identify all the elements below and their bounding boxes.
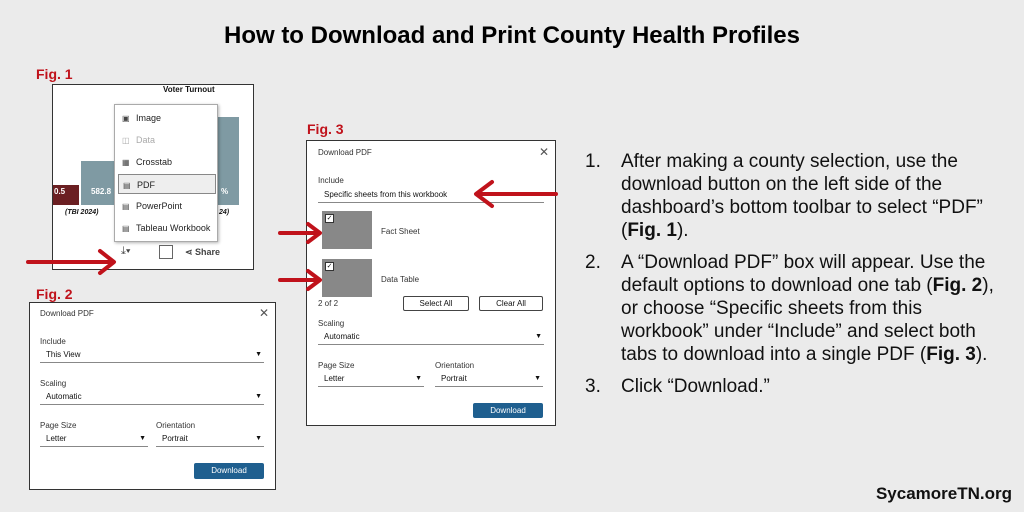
fig-ref: Fig. 3: [926, 344, 976, 365]
chart-title: Voter Turnout: [163, 85, 215, 94]
checkbox-data-table[interactable]: ✓: [326, 263, 333, 270]
menu-item-label: PowerPoint: [136, 201, 183, 211]
orientation-value: Portrait: [441, 374, 467, 383]
image-icon: ▣: [122, 114, 130, 123]
include-label: Include: [318, 176, 344, 185]
menu-item-label: Image: [136, 113, 162, 123]
dialog-title: Download PDF: [40, 309, 94, 318]
download-toolbar-button[interactable]: ⤓▾: [121, 245, 131, 257]
instruction-2: [585, 251, 995, 366]
fullscreen-icon[interactable]: [159, 245, 173, 259]
menu-item-tableau-workbook[interactable]: [118, 218, 216, 238]
page-size-select[interactable]: [318, 373, 424, 387]
workbook-icon: ▤: [122, 224, 130, 233]
scaling-label: Scaling: [40, 379, 67, 388]
sheet-name-fact-sheet: Fact Sheet: [381, 227, 420, 236]
caption-1: (TBI 2024): [65, 209, 99, 216]
include-select[interactable]: [40, 349, 264, 363]
close-icon[interactable]: ✕: [538, 145, 549, 159]
page-size-label: Page Size: [318, 361, 355, 370]
step-text: Click “Download.”: [621, 376, 770, 397]
data-icon: ◫: [122, 136, 130, 145]
instruction-3: [585, 375, 995, 398]
share-label: Share: [195, 247, 221, 257]
select-all-button[interactable]: Select All: [403, 296, 469, 311]
bar-value-3: %: [221, 187, 229, 196]
download-button[interactable]: Download: [194, 463, 264, 479]
pdf-icon: ▤: [123, 181, 131, 190]
caption-2: 24): [219, 209, 230, 216]
orientation-select[interactable]: [435, 373, 543, 387]
scaling-select[interactable]: [318, 331, 544, 345]
instructions: [585, 150, 995, 407]
chevron-down-icon: ▼: [415, 375, 422, 382]
menu-item-label: Tableau Workbook: [136, 223, 211, 233]
fig2-label: Fig. 2: [36, 286, 73, 302]
scaling-label: Scaling: [318, 319, 345, 328]
step-number: 2.: [585, 252, 601, 273]
menu-item-image[interactable]: [118, 108, 216, 128]
step-text: ).: [676, 220, 689, 241]
share-icon: ⋖: [185, 247, 196, 257]
orientation-label: Orientation: [156, 421, 196, 430]
include-select[interactable]: [318, 189, 544, 203]
scaling-value: Automatic: [324, 332, 360, 341]
bar-value-1: 0.5: [54, 187, 66, 196]
menu-item-crosstab[interactable]: [118, 152, 216, 172]
powerpoint-icon: ▤: [122, 202, 130, 211]
step-number: 3.: [585, 376, 601, 397]
scaling-value: Automatic: [46, 392, 82, 401]
dialog-title: Download PDF: [318, 148, 372, 157]
orientation-select[interactable]: [156, 433, 264, 447]
fig1-label: Fig. 1: [36, 66, 73, 82]
instruction-1: [585, 150, 995, 242]
page-size-label: Page Size: [40, 421, 77, 430]
include-value: Specific sheets from this workbook: [324, 190, 448, 199]
page-title: How to Download and Print County Health Profiles: [223, 22, 800, 49]
close-icon[interactable]: ✕: [258, 306, 269, 320]
clear-all-button[interactable]: Clear All: [479, 296, 543, 311]
page-size-value: Letter: [324, 374, 345, 383]
bar-value-2: 582.8: [91, 187, 112, 196]
share-button[interactable]: [185, 247, 220, 258]
fig3-dialog: [306, 140, 556, 426]
step-text: ), or choose “Specific sheets from this workbook” under “Include” and select both tabs to download into a single PDF (: [621, 275, 994, 365]
sheet-count: 2 of 2: [318, 299, 339, 308]
fig-ref: Fig. 2: [932, 275, 983, 296]
fig3-label: Fig. 3: [307, 121, 344, 137]
include-label: Include: [40, 337, 66, 346]
page-size-select[interactable]: [40, 433, 148, 447]
step-text: A “Download PDF” box will appear. Use the default options to download one tab (: [621, 252, 986, 296]
download-button[interactable]: Download: [473, 403, 543, 418]
menu-item-data[interactable]: [118, 130, 216, 150]
chevron-down-icon: ▼: [534, 375, 541, 382]
menu-item-powerpoint[interactable]: [118, 196, 216, 216]
fig-ref: Fig. 1: [627, 220, 677, 241]
chevron-down-icon: ▼: [139, 435, 146, 442]
orientation-value: Portrait: [162, 434, 188, 443]
sheet-name-data-table: Data Table: [381, 275, 420, 284]
include-value: This View: [46, 350, 81, 359]
chevron-down-icon: ▼: [255, 435, 262, 442]
menu-item-label: Data: [136, 135, 156, 145]
chevron-down-icon: ▼: [535, 333, 542, 340]
chevron-down-icon: ▼: [255, 393, 262, 400]
menu-item-label: Crosstab: [136, 157, 173, 167]
chevron-down-icon: ▼: [255, 351, 262, 358]
fig2-dialog: [29, 302, 276, 490]
orientation-label: Orientation: [435, 361, 475, 370]
scaling-select[interactable]: [40, 391, 264, 405]
step-text: ).: [975, 344, 988, 365]
footer-brand: SycamoreTN.org: [875, 484, 1012, 503]
step-text: After making a county selection, use the download button on the left side of the dashboard’s bottom toolbar to select “PDF” (: [621, 151, 983, 241]
menu-item-label: PDF: [137, 180, 155, 190]
step-number: 1.: [585, 151, 601, 172]
page-size-value: Letter: [46, 434, 67, 443]
checkbox-fact-sheet[interactable]: ✓: [326, 215, 333, 222]
menu-item-pdf[interactable]: [118, 174, 216, 194]
crosstab-icon: ▦: [122, 158, 130, 167]
